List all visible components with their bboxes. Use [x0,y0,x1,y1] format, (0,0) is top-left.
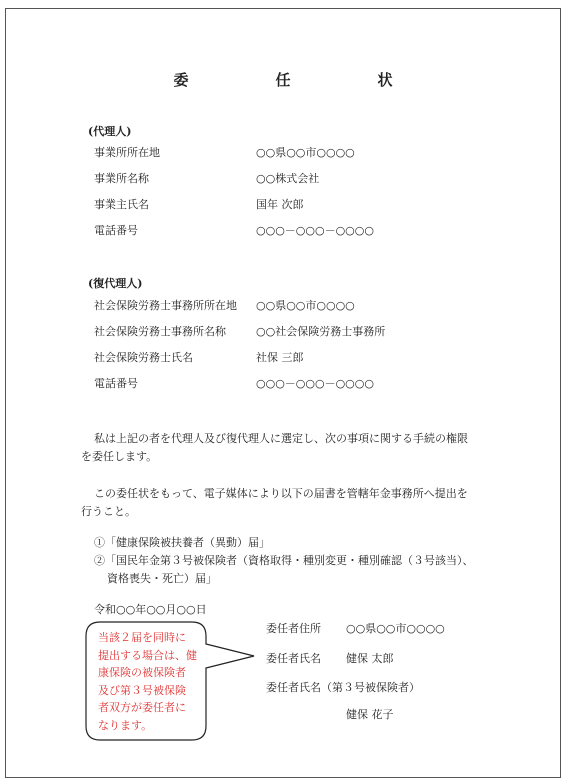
agent-address-label: 事業所所在地 [94,146,160,159]
agent-heading: (代理人) [88,125,132,138]
subagent-name-label: 社会保険労務士氏名 [94,351,193,364]
subagent-office-value: ○○社会保険労務士事務所 [256,325,386,338]
agent-owner-label: 事業主氏名 [94,198,149,211]
delegator-address-value: ○○県○○市○○○○ [346,622,445,635]
subagent-phone-label: 電話番号 [94,377,138,390]
delegator-name3-value: 健保 花子 [346,708,394,721]
subagent-address-value: ○○県○○市○○○○ [256,299,355,312]
agent-phone-label: 電話番号 [94,224,138,237]
agent-company-value: ○○株式会社 [256,172,320,185]
item-2-line-2: 資格喪失・死亡）届」 [107,572,217,585]
agent-phone-value: ○○○－○○○－○○○○ [256,224,374,237]
paragraph-2-line-2: 行うこと。 [81,505,136,518]
document-date: 令和○○年○○月○○日 [94,603,207,616]
delegator-name-label: 委任者氏名 [266,652,321,665]
delegator-name-value: 健保 太郎 [346,652,394,665]
paragraph-1-line-2: を委任します。 [81,450,158,463]
agent-company-label: 事業所名称 [94,172,149,185]
callout-line: 康保険の被保険者 [98,666,186,679]
callout-line: 当該２届を同時に [98,631,186,644]
callout-line: 及び第３号被保険 [98,683,186,697]
paragraph-2-line-1: この委任状をもって、電子媒体により以下の届書を管轄年金事務所へ提出を [94,487,468,500]
agent-address-value: ○○県○○市○○○○ [256,146,355,159]
subagent-address-label: 社会保険労務士事務所所在地 [94,299,237,312]
callout-bubble-outline [86,622,254,740]
item-2-line-1: ②「国民年金第３号被保険者（資格取得・種別変更・種別確認（３号該当）、 [94,554,474,567]
item-1: ①「健康保険被扶養者（異動）届」 [94,536,270,549]
subagent-phone-value: ○○○－○○○－○○○○ [256,377,374,390]
callout-bubble [84,618,259,746]
delegator-address-label: 委任者住所 [266,622,321,635]
agent-owner-value: 国年 次郎 [256,198,304,211]
callout-line: 提出する場合は、健 [98,648,197,662]
subagent-heading: (復代理人) [88,277,143,290]
document-title: 委 任 状 [173,71,429,89]
delegator-name3-label: 委任者氏名（第３号被保険者） [266,681,420,694]
callout-line: なります。 [98,718,153,732]
paragraph-1-line-1: 私は上記の者を代理人及び復代理人に選定し、次の事項に関する手続の権限 [94,432,468,445]
subagent-office-label: 社会保険労務士事務所名称 [94,325,226,338]
subagent-name-value: 社保 三郎 [256,351,304,364]
callout-line: 者双方が委任者に [98,701,186,714]
